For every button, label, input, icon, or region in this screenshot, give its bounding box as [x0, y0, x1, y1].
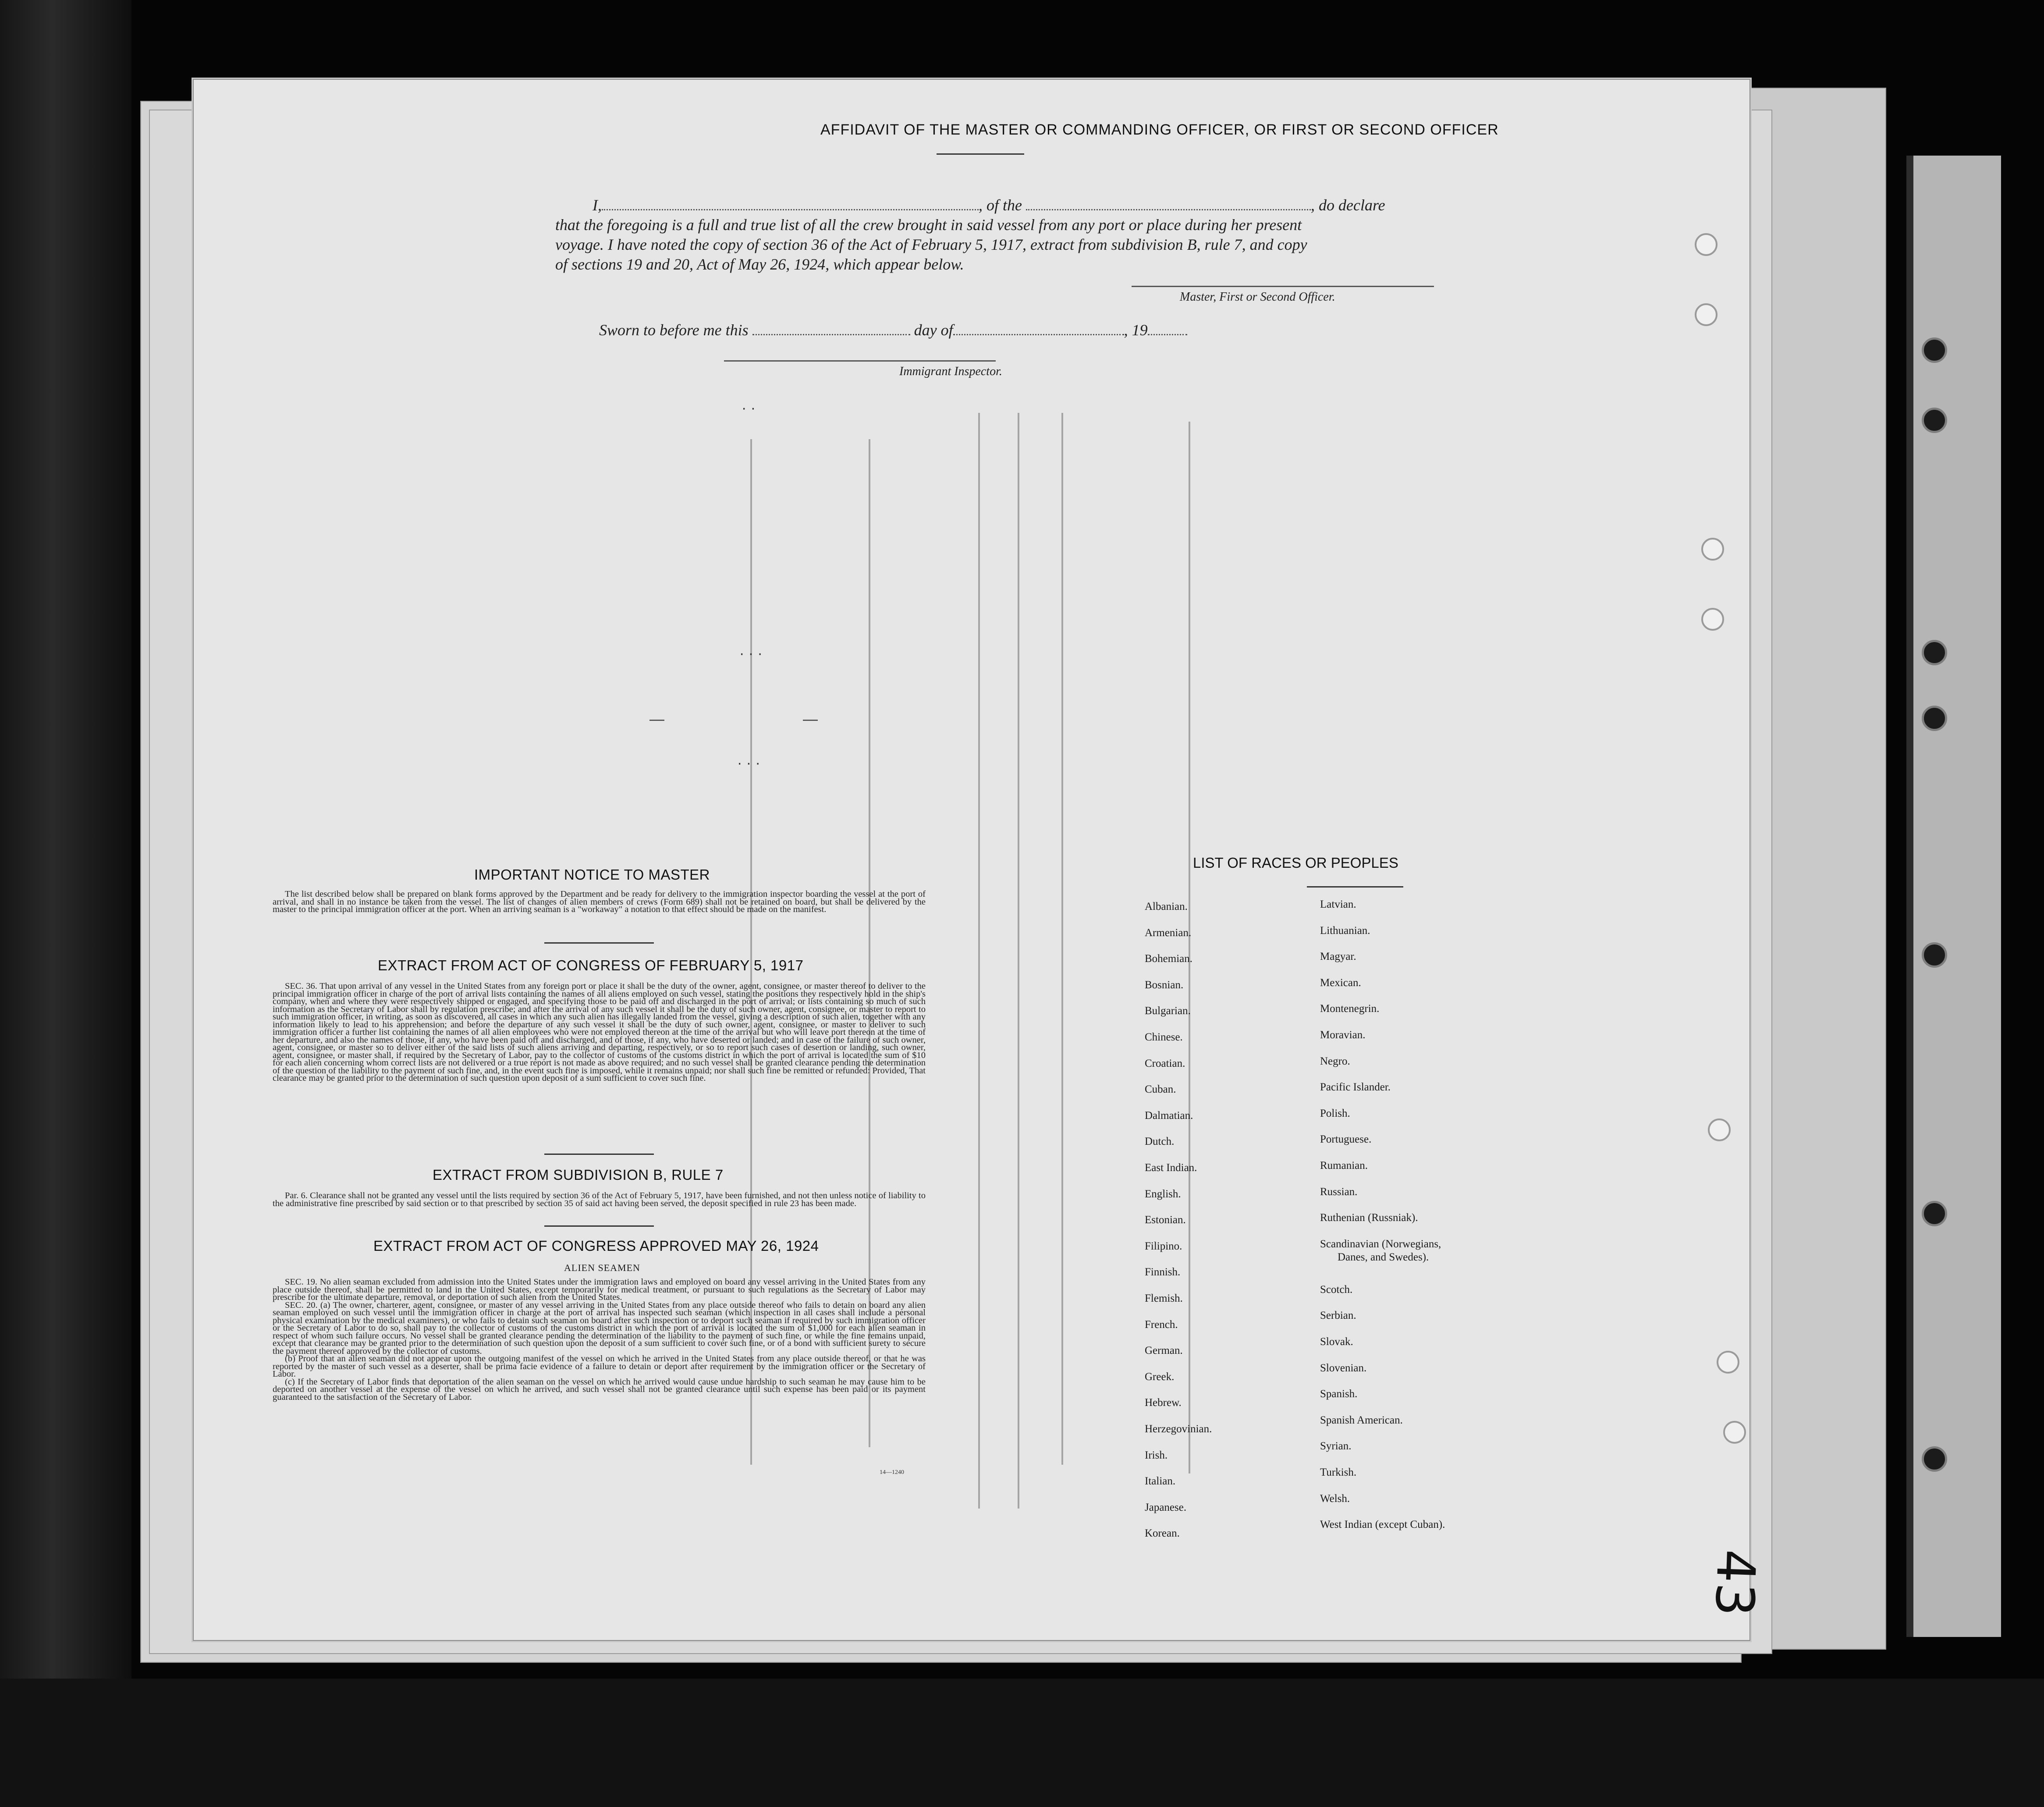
race-item: Bosnian.: [1145, 979, 1184, 991]
section-20a-paragraph: SEC. 20. (a) The owner, charterer, agent, consignee, or master of any vessel arriving in the United States from any place outside thereof who fails to detain on board any alien seaman employed on such vessel until the immigration officer in charge at the port of arrival has inspected such seaman (which inspection in all cases shall include a personal physical examination by the medical examiners), or who fails to detain such seaman on board after such inspection or to deport such seaman if required by such immigration officer or the Secretary of Labor to do so, shall pay to the collector of customs of the customs district in which the port of arrival is located the sum of $1,000 for each alien seaman in respect of whom such failure occurs. No vessel shall be granted clearance pending the determination of the liability to the payment of such fine, or while the fine remains unpaid, except that clearance may be granted prior to the determination of such question upon the deposit of a sum sufficient to cover such fine, or of a bond with sufficient surety to secure the payment thereof approved by the collector of customs.: [273, 1300, 926, 1356]
form-number: 14—1240: [880, 1469, 904, 1476]
race-item: Irish.: [1145, 1449, 1168, 1461]
race-item: Dutch.: [1145, 1136, 1175, 1148]
sworn-line: [599, 321, 1187, 339]
section-rule: [544, 1154, 654, 1155]
race-item: Armenian.: [1145, 927, 1192, 939]
race-item: Herzegovinian.: [1145, 1423, 1212, 1435]
race-item: Estonian.: [1145, 1214, 1186, 1226]
race-item: Albanian.: [1145, 901, 1188, 912]
race-item: Bohemian.: [1145, 953, 1193, 965]
race-item: Italian.: [1145, 1475, 1176, 1487]
race-item: Slovak.: [1320, 1336, 1353, 1348]
month-blank: [953, 334, 1124, 335]
race-item: Finnish.: [1145, 1266, 1181, 1278]
notice-body: [273, 891, 926, 914]
race-item: Slovenian.: [1320, 1362, 1367, 1374]
punch-hole: [1922, 408, 1947, 433]
extract-1917-body: [273, 983, 926, 1083]
race-item: Danes, and Swedes).: [1338, 1251, 1429, 1263]
section-20c-paragraph: (c) If the Secretary of Labor finds that deportation of the alien seaman on the vessel on which he arrived would cause undue hardship to such seaman he may cause him to be deported on another vessel at the expense of the vessel on which he arrived, and such vessel shall not be granted clearance until such expense has been paid or its payment guaranteed to the satisfaction of the Secretary of Labor.: [273, 1377, 926, 1402]
year-blank: [1148, 334, 1187, 335]
binder-hole: [1717, 1351, 1739, 1374]
punch-hole: [1922, 1446, 1947, 1472]
race-item: Ruthenian (Russniak).: [1320, 1212, 1418, 1224]
race-item: Russian.: [1320, 1186, 1358, 1198]
race-item: Portuguese.: [1320, 1133, 1372, 1146]
race-item: Chinese.: [1145, 1031, 1183, 1043]
race-item: Greek.: [1145, 1370, 1175, 1383]
right-side-card: [1906, 156, 2001, 1637]
notice-title: IMPORTANT NOTICE TO MASTER: [474, 866, 710, 883]
manifest-page: [193, 79, 1767, 1641]
race-item: Hebrew.: [1145, 1397, 1182, 1409]
race-item: Japanese.: [1145, 1501, 1187, 1513]
race-item: English.: [1145, 1188, 1181, 1200]
race-item: French.: [1145, 1318, 1178, 1331]
affidavit-title: AFFIDAVIT OF THE MASTER OR COMMANDING OFFICER, OR FIRST OR SECOND OFFICER: [820, 121, 1499, 138]
punch-hole: [1922, 706, 1947, 731]
paragraph-6: Par. 6. Clearance shall not be granted any vessel until the lists required by section 36 of the Act of February 5, 1917, have been furnished, and not then unless notice of liability to the administrative fine prescribed by said section or to that prescribed by section 35 of said act having been served, the deposit specified in rule 23 has been made.: [273, 1191, 926, 1208]
bleed-through-rule: [1189, 422, 1190, 1473]
punch-hole: [1922, 1201, 1947, 1226]
affidavit-text-line-4: of sections 19 and 20, Act of May 26, 1924, which appear below.: [555, 256, 964, 273]
punch-hole: [1922, 337, 1947, 363]
race-item: Negro.: [1320, 1055, 1350, 1067]
race-item: Pacific Islander.: [1320, 1081, 1391, 1093]
punch-hole: [1922, 640, 1947, 665]
affidavit-i: I,: [593, 196, 602, 214]
notice-paragraph: The list described below shall be prepared on blank forms approved by the Department and be ready for delivery to the immigration inspector boarding the vessel at the port of arrival, and shall in no instance be taken from the vessel. The list of changes of alien members of crews (Form 689) shall not be retained on board, but shall be delivered by the master to the principal immigration officer at the port. When an arriving seaman is a "workaway" a notation to that effect should be made on the manifest.: [273, 889, 926, 914]
race-item: Croatian.: [1145, 1057, 1185, 1069]
binder-hole: [1701, 608, 1724, 631]
race-item: Magyar.: [1320, 951, 1356, 963]
bleed-through-mark: · ·: [742, 400, 756, 416]
race-item: German.: [1145, 1345, 1183, 1357]
alien-seamen-subtitle: ALIEN SEAMEN: [564, 1262, 640, 1273]
binder-hole: [1695, 233, 1718, 256]
title-rule: [937, 153, 1024, 155]
affidavit-of-the: , of the: [979, 196, 1022, 214]
extract-rule7-title: EXTRACT FROM SUBDIVISION B, RULE 7: [433, 1167, 724, 1183]
affidavit-text-line-3: voyage. I have noted the copy of section 36 of the Act of February 5, 1917, extract from subdivision B, rule 7, and copy: [555, 236, 1307, 253]
race-item: Flemish.: [1145, 1292, 1183, 1304]
race-item: Polish.: [1320, 1107, 1350, 1119]
bleed-through-rule: [978, 413, 980, 1509]
binder-hole: [1701, 538, 1724, 561]
race-item: Latvian.: [1320, 898, 1356, 910]
section-rule: [544, 942, 654, 944]
sworn-year: , 19: [1124, 321, 1148, 339]
inspector-signature-line: [724, 360, 996, 362]
bleed-through-mark: · · ·: [739, 645, 763, 662]
race-item: Filipino.: [1145, 1240, 1182, 1252]
race-item: Serbian.: [1320, 1310, 1356, 1322]
bleed-through-mark: —: [803, 711, 818, 728]
handwritten-page-number: 43: [1703, 1548, 1767, 1618]
race-item: Turkish.: [1320, 1466, 1357, 1478]
race-item: Moravian.: [1320, 1029, 1366, 1041]
vessel-blank: [1026, 209, 1311, 210]
section-rule: [544, 1225, 654, 1227]
extract-1917-title: EXTRACT FROM ACT OF CONGRESS OF FEBRUARY 5, 1917: [378, 957, 804, 973]
race-item: Korean.: [1145, 1527, 1180, 1540]
bleed-through-rule: [1018, 413, 1019, 1509]
race-item: Scandinavian (Norwegians,: [1320, 1238, 1441, 1250]
section-20b-paragraph: (b) Proof that an alien seaman did not appear upon the outgoing manifest of the vessel on which he arrived in the United States from any place outside thereof, or that he was reported by the master of such vessel as a deserter, shall be prima facie evidence of a failure to detain or deport after requirement by the immigration officer or the Secretary of Labor.: [273, 1354, 926, 1379]
section-19-paragraph: SEC. 19. No alien seaman excluded from admission into the United States under the immigration laws and employed on board any vessel arriving in the United States from any place outside thereof, shall be permitted to land in the United States, except temporarily for medical treatment, or pursuant to such regulations as the Secretary of Labor may prescribe for the ultimate departure, removal, or deportation of such alien from the United States.: [273, 1277, 926, 1302]
race-item: Mexican.: [1320, 976, 1361, 989]
race-item: East Indian.: [1145, 1162, 1197, 1174]
bottom-shadow: [0, 1679, 2044, 1807]
bleed-through-rule: [1061, 413, 1063, 1465]
master-caption: Master, First or Second Officer.: [1180, 290, 1335, 304]
name-blank: [602, 209, 979, 210]
sworn-day-of: day of: [914, 321, 953, 339]
inspector-caption: Immigrant Inspector.: [899, 365, 1002, 378]
bleed-through-mark: —: [649, 711, 664, 728]
affidavit-text-line-2: that the foregoing is a full and true list of all the crew brought in said vessel from any port or place during her present: [555, 216, 1302, 234]
race-item: Rumanian.: [1320, 1160, 1368, 1172]
sworn-text: Sworn to before me this: [599, 321, 749, 339]
races-title: LIST OF RACES OR PEOPLES: [1193, 855, 1398, 871]
race-item: Montenegrin.: [1320, 1003, 1380, 1015]
race-item: Bulgarian.: [1145, 1005, 1191, 1017]
race-item: Spanish.: [1320, 1388, 1358, 1400]
left-binding-edge: [0, 0, 131, 1807]
race-item: West Indian (except Cuban).: [1320, 1519, 1445, 1531]
extract-1924-title: EXTRACT FROM ACT OF CONGRESS APPROVED MAY 26, 1924: [373, 1238, 819, 1254]
punch-hole: [1922, 942, 1947, 968]
affidavit-declare: , do declare: [1310, 196, 1385, 214]
race-item: Scotch.: [1320, 1283, 1353, 1296]
race-item: Spanish American.: [1320, 1414, 1403, 1426]
binder-hole: [1708, 1118, 1731, 1141]
extract-rule7-body: [273, 1192, 926, 1207]
bleed-through-mark: · · ·: [737, 755, 760, 771]
race-item: Dalmatian.: [1145, 1109, 1193, 1122]
race-item: Welsh.: [1320, 1492, 1350, 1505]
master-signature-line: [1132, 286, 1434, 287]
binder-hole: [1695, 303, 1718, 326]
race-item: Cuban.: [1145, 1083, 1176, 1096]
extract-1924-body: [273, 1278, 926, 1401]
races-rule: [1307, 886, 1403, 888]
binder-hole: [1723, 1421, 1746, 1444]
race-item: Syrian.: [1320, 1440, 1352, 1452]
day-blank: [752, 334, 910, 335]
section-36-paragraph: SEC. 36. That upon arrival of any vessel in the United States from any foreign port or place it shall be the duty of the owner, agent, consignee, or master thereof to deliver to the principal immigration officer in charge of the port of arrival lists containing the names of all aliens employed on such vessel, stating the positions they respectively hold in the ship's company, when and where they were respectively shipped or engaged, and specifying those to be paid off and discharged in the port of arrival; or lists containing so much of such information as the Secretary of Labor shall by regulation prescribe; and after the arrival of any such vessel it shall be the duty of such owner, agent, consignee, or master to report to such immigration officer, in writing, as soon as discovered, all cases in which any such alien has illegally landed from the vessel, giving a description of such alien, together with any information likely to lead to his apprehension; and before the departure of any such vessel it shall be the duty of such owner, agent, consignee, or master to deliver to such immigration officer a further list containing the names of all alien employees who were not employed thereon at the time of the arrival but who will leave port thereon at the time of her departure, and also the names of those, if any, who have been paid off and discharged, and of those, if any, who have deserted or landed; and in case of the failure of such owner, agent, consignee, or master so to deliver either of the said lists of such aliens arriving and departing, respectively, or so to report such cases of desertion or landing, such owner, agent, consignee, or master shall, if required by the Secretary of Labor, pay to the collector of customs of the customs district in which the port of arrival is located the sum of $10 for each alien concerning whom correct lists are not delivered or a true report is not made as above required; and no such vessel shall be granted clearance pending the determination of the question of the liability to the payment of such fine, and, in the event such fine is imposed, while it remains unpaid; nor shall such fine be remitted or refunded: Provided, That clearance may be granted prior to the determination of such question upon deposit of a sum sufficient to cover such fine.: [273, 981, 926, 1083]
race-item: Lithuanian.: [1320, 924, 1370, 937]
affidavit-declaration-line: [593, 196, 1385, 214]
